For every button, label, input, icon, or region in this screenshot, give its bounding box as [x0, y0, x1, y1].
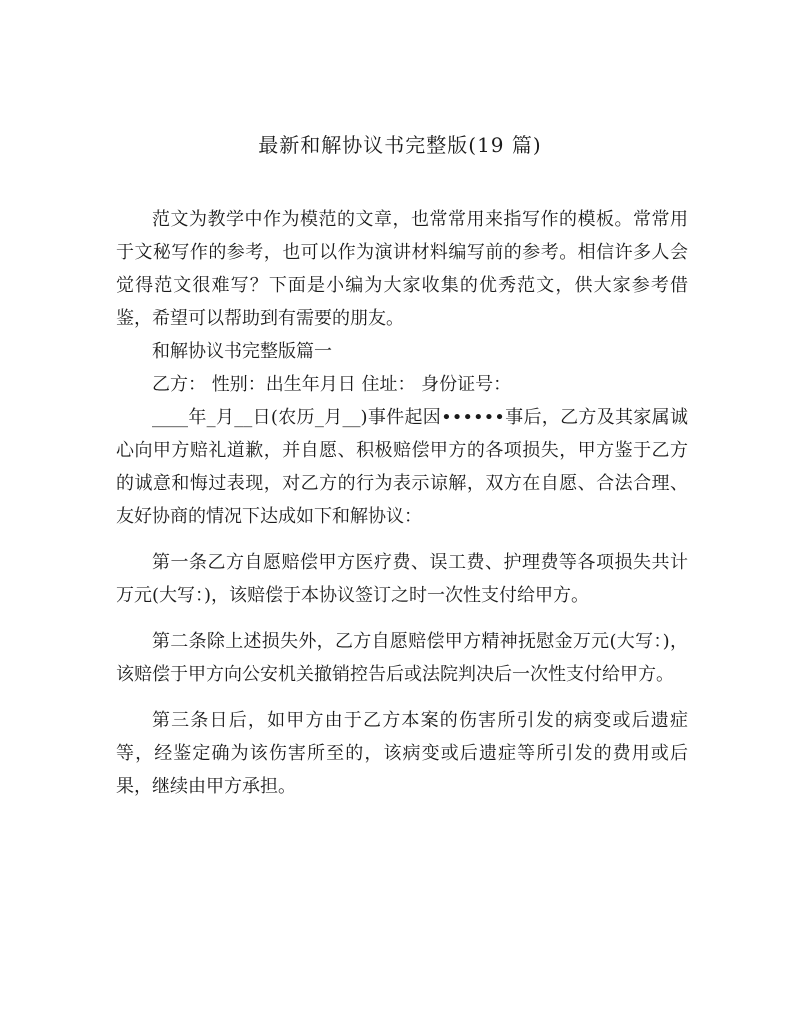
intro-paragraph: 范文为教学中作为模范的文章，也常常用来指写作的模板。常常用于文秘写作的参考，也可以作为演讲材料编写前的参考。相信许多人会觉得范文很难写？下面是小编为大家收集的优秀范文，供大家参考借鉴，希望可以帮助到有需要的朋友。 [116, 209, 688, 329]
party-info-line: 乙方： 性别：出生年月日 住址： 身份证号： [152, 374, 512, 395]
section-heading: 和解协议书完整版篇一 [152, 341, 332, 362]
document-title: 最新和解协议书完整版(19 篇) [258, 133, 542, 157]
article-one: 第一条乙方自愿赔偿甲方医疗费、误工费、护理费等各项损失共计万元(大写：)，该赔偿于本协议签订之时一次性支付给甲方。 [116, 552, 688, 606]
article-three: 第三条日后，如甲方由于乙方本案的伤害所引发的病变或后遗症等，经鉴定确为该伤害所至的，该病变或后遗症等所引发的费用或后果，继续由甲方承担。 [116, 710, 688, 797]
article-two: 第二条除上述损失外，乙方自愿赔偿甲方精神抚慰金万元(大写：)，该赔偿于甲方向公安机关撤销控告后或法院判决后一次性支付给甲方。 [116, 631, 688, 685]
document-body [116, 203, 688, 803]
incident-paragraph: ____年_月__日(农历_月__)事件起因••••••事后，乙方及其家属诚心向甲方赔礼道歉，并自愿、积极赔偿甲方的各项损失，甲方鉴于乙方的诚意和悔过表现，对乙方的行为表示谅解，双方在自愿、合法合理、友好协商的情况下达成如下和解协议： [116, 407, 688, 527]
